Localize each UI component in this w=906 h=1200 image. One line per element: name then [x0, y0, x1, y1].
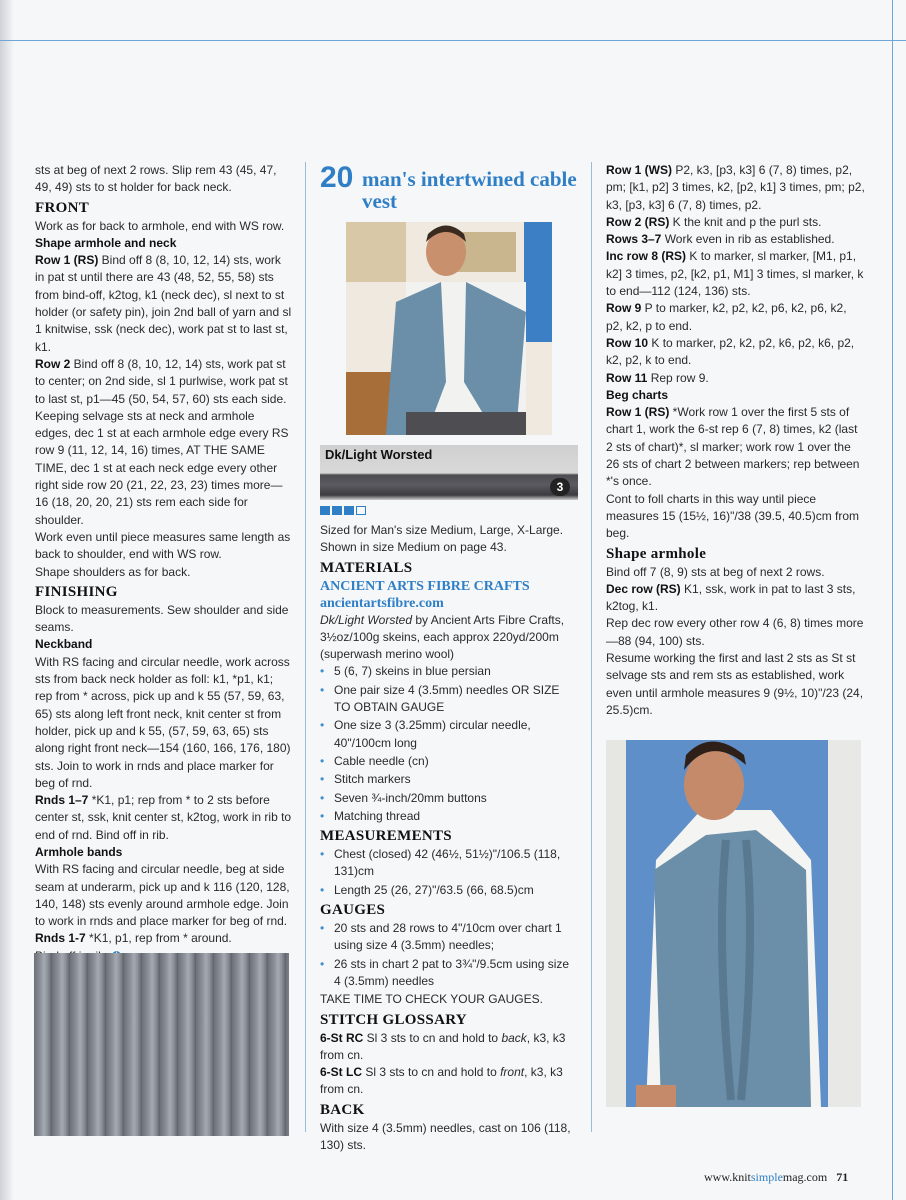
pattern-number: 20 [320, 161, 354, 194]
glossary-rc [320, 1030, 578, 1065]
footer-site-c: mag.com [782, 1170, 828, 1184]
paragraph: With RS facing and circular needle, beg at side seam at underarm, pick up and k 116 (120, 128, 140, 148) sts evenly around armhole edge. Join to work in rnds and place marker for beg of rnd. [35, 862, 290, 929]
sizing-note: Sized for Man's size Medium, Large, X-Large. Shown in size Medium on page 43. [320, 523, 564, 555]
glossary-text: , k3, k3 from cn. [320, 1065, 563, 1097]
glossary-lc [320, 1064, 578, 1099]
paragraph: Block to measurements. Sew shoulder and side seams. [35, 602, 289, 635]
paragraph: Shape shoulders as for back. [35, 564, 191, 579]
skill-block [332, 506, 342, 515]
row-text: Work even in rib as established. [661, 232, 835, 247]
instruction-row-1 [35, 252, 292, 356]
row-label: Row 1 (RS) [35, 253, 99, 268]
measurement-item: • Chest (closed) 42 (46½, 51½)"/106.5 (118, 131)cm [320, 846, 578, 881]
heading-armhole-bands: Armhole bands [35, 844, 123, 859]
instruction-row-2 [35, 356, 292, 408]
row-text: K the knit and p the purl sts. [669, 214, 822, 229]
paragraph: Work even until piece measures same length as back to shoulder, end with WS row. [35, 529, 291, 562]
instruction-inc-row-8 [606, 248, 865, 300]
row-label: Row 2 (RS) [606, 214, 670, 229]
material-item: • One pair size 4 (3.5mm) needles OR SIZE TO OBTAIN GAUGE [320, 682, 578, 717]
material-item: • 5 (6, 7) skeins in blue persian [320, 663, 578, 680]
row-text: P2, k3, [p3, k3] 6 (7, 8) times, p2, pm; [k1, p2] 3 times, k2, [p2, k1] 3 times, pm; p2, k3, [p3, k3] 6 (7, 8) times, p2. [606, 163, 865, 212]
material-item: • Cable needle (cn) [320, 753, 578, 770]
paragraph: Work as for back to armhole, end with WS row. [35, 218, 285, 233]
yarn-description [320, 612, 578, 664]
yarn-desc: by Ancient Arts Fibre Crafts, 3½oz/100g skeins, each approx 220yd/200m (superwash merino wool) [320, 612, 565, 662]
heading-measurements: MEASUREMENTS [320, 828, 452, 845]
heading-gauges: GAUGES [320, 902, 386, 919]
brand-name: ANCIENT ARTS FIBRE CRAFTS [320, 578, 530, 594]
row-text: Bind off 8 (8, 10, 12, 14) sts, work in pat st until there are 43 (48, 52, 55, 58) sts from bind-off, k2tog, k1 (neck dec), sl next to st holder (or safety pin), join 2nd ball of yarn and sl 1 knitwise, ssk (neck dec), work pat st to last st, k1. [35, 253, 292, 354]
glossary-text: Sl 3 sts to cn and hold to [363, 1030, 502, 1045]
heading-shape-armhole: Shape armhole [606, 545, 707, 562]
row-text: Bind off 8 (8, 10, 12, 14) sts, work pat st to center; on 2nd side, sl 1 purlwise, work pat st to last st, p1—45 (50, 54, 57, 60) sts each side. [35, 356, 288, 406]
heading-shape-armhole-neck: Shape armhole and neck [35, 235, 177, 250]
instruction-chart-row-1 [606, 404, 865, 490]
right-rule [892, 0, 893, 1200]
glossary-emph: front [500, 1065, 525, 1080]
footer-site [704, 1170, 827, 1184]
row-text: P to marker, k2, p2, k2, p6, k2, p6, k2, p2, k2, p to end. [606, 301, 847, 333]
row-label: Row 2 [35, 356, 71, 371]
model-front-illustration [346, 222, 552, 435]
yarn-weight-label: Dk/Light Worsted [325, 447, 433, 462]
instruction-rnds-1-7b [35, 930, 292, 947]
material-item: • Seven ¾-inch/20mm buttons [320, 790, 578, 807]
row-text: *K1, p1; rep from * to 2 sts before center st, ssk, knit center st, k2tog, work in rib to end of rnd. Bind off in rib. [35, 793, 292, 842]
glossary-term: 6-St RC [320, 1030, 364, 1045]
page-footer [704, 1170, 848, 1185]
row-text: K to marker, sl marker, [M1, p1, k2] 3 times, p2, [k2, p1, M1] 3 times, sl marker, k to end—112 (124, 136) sts. [606, 249, 864, 299]
row-text: K1, ssk, work in pat to last 3 sts, k2tog, k1. [606, 581, 856, 614]
model-photo-back [606, 740, 861, 1107]
glossary-text: Sl 3 sts to cn and hold to [362, 1065, 501, 1080]
heading-beg-charts: Beg charts [606, 387, 669, 402]
footer-site-a: www.knit [704, 1170, 751, 1184]
instruction-rows-3-7 [606, 231, 865, 248]
skill-level-indicator [320, 502, 368, 520]
row-label: Row 10 [606, 335, 649, 350]
row-label: Rnds 1-7 [35, 931, 86, 946]
row-label: Inc row 8 (RS) [606, 249, 687, 264]
footer-site-b: simple [750, 1170, 783, 1184]
gauge-item: • 20 sts and 28 rows to 4"/10cm over chart 1 using size 4 (3.5mm) needles; [320, 920, 578, 955]
paragraph: Resume working the first and last 2 sts as St st selvage sts and rem sts as established, work even until armhole measures 9 (9½, 10)"/23 (24, 25.5)cm. [606, 651, 864, 717]
heading-materials: MATERIALS [320, 559, 413, 576]
page-number: 71 [836, 1170, 849, 1184]
row-label: Row 9 [606, 301, 642, 316]
heading-stitch-glossary: STITCH GLOSSARY [320, 1011, 467, 1028]
heading-finishing: FINISHING [35, 583, 118, 600]
gauge-note: TAKE TIME TO CHECK YOUR GAUGES. [320, 992, 543, 1007]
row-label: Dec row (RS) [606, 581, 681, 596]
pattern-title: man's intertwined cable vest [362, 167, 577, 213]
row-label: Row 1 (RS) [606, 405, 670, 420]
heading-back: BACK [320, 1101, 365, 1118]
instruction-row-11 [606, 370, 865, 387]
gauge-item: • 26 sts in chart 2 pat to 3¾"/9.5cm using size 4 (3.5mm) needles [320, 956, 578, 991]
left-column [35, 162, 292, 946]
row-label: Rows 3–7 [606, 232, 662, 247]
paragraph: Cont to foll charts in this way until piece measures 15 (15½, 16)"/38 (39.5, 40.5)cm from beg. [606, 491, 860, 541]
glossary-text: , k3, k3 from cn. [320, 1030, 566, 1062]
skill-block [344, 506, 354, 515]
yarn-weight-number-badge: 3 [550, 478, 570, 496]
heading-neckband: Neckband [35, 637, 93, 652]
material-item: • Stitch markers [320, 771, 578, 788]
material-item: • One size 3 (3.25mm) circular needle, 40"/100cm long [320, 717, 578, 752]
knit-swatch-photo [34, 953, 289, 1136]
row-label: Row 1 (WS) [606, 163, 672, 177]
instruction-row-10 [606, 335, 865, 370]
glossary-emph: back [501, 1030, 527, 1045]
instruction-row-9 [606, 300, 865, 335]
right-column [606, 162, 865, 717]
instruction-row-2-rs [606, 214, 865, 231]
paragraph: Rep dec row every other row 4 (6, 8) times more—88 (94, 100) sts. [606, 616, 864, 648]
row-text: Rep row 9. [647, 370, 709, 385]
row-text: K to marker, p2, k2, p2, k6, p2, k6, p2, k2, p2, k to end. [606, 335, 855, 368]
skill-block-empty [356, 506, 366, 515]
column-divider [591, 162, 592, 1132]
top-rule [0, 40, 906, 41]
material-item: • Matching thread [320, 808, 578, 825]
row-text: *K1, p1, rep from * around. [85, 931, 232, 946]
model-photo-front [346, 222, 552, 435]
paragraph: With RS facing and circular needle, work across sts from back neck holder as foll: k1, *p1, k1; rep from * across, pick up and k 55 (57, 59, 63, 65) sts along left front neck, knit center st from holder, pick up and k 55, (57, 59, 63, 65) sts along right front neck—154 (160, 166, 176, 180) sts. Join to work in rnds and place marker for beg of rnd. [35, 654, 291, 790]
model-back-illustration [606, 740, 861, 1107]
row-text: *Work row 1 over the first 5 sts of chart 1, work the 6-st rep 6 (7, 8) times, k2 (last 2 sts of chart)*, sl marker; work row 1 over the 26 sts of chart 2 between markers; rep between *'s once. [606, 405, 860, 489]
instruction-row-1-ws [606, 162, 865, 214]
page-spine-shadow [0, 0, 14, 1200]
paragraph: With size 4 (3.5mm) needles, cast on 106 (118, 130) sts. [320, 1120, 571, 1153]
paragraph: Bind off 7 (8, 9) sts at beg of next 2 rows. [606, 564, 825, 579]
skill-block [320, 506, 330, 515]
paragraph: sts at beg of next 2 rows. Slip rem 43 (45, 47, 49, 49) sts to st holder for back neck. [35, 163, 277, 195]
brand-url-link[interactable]: ancientartsfibre.com [320, 595, 444, 611]
instruction-dec-row [606, 581, 865, 616]
yarn-name: Dk/Light Worsted [320, 612, 413, 627]
heading-front: FRONT [35, 199, 89, 216]
glossary-term: 6-St LC [320, 1065, 362, 1080]
row-label: Row 11 [606, 370, 648, 385]
middle-column [320, 522, 578, 1153]
row-label: Rnds 1–7 [35, 793, 89, 808]
paragraph: Keeping selvage sts at neck and armhole edges, dec 1 st at each armhole edge every RS row 9 (11, 12, 14, 16) times, AT THE SAME TIME, dec 1 st at each neck edge every other right side row 20 (21, 22, 23, 23) times more—16 (18, 20, 20, 21) sts rem each side for shoulder. [35, 408, 289, 527]
instruction-rnds-1-7 [35, 792, 292, 844]
column-divider [305, 162, 306, 1132]
measurement-item: • Length 25 (26, 27)"/63.5 (66, 68.5)cm [320, 882, 578, 899]
